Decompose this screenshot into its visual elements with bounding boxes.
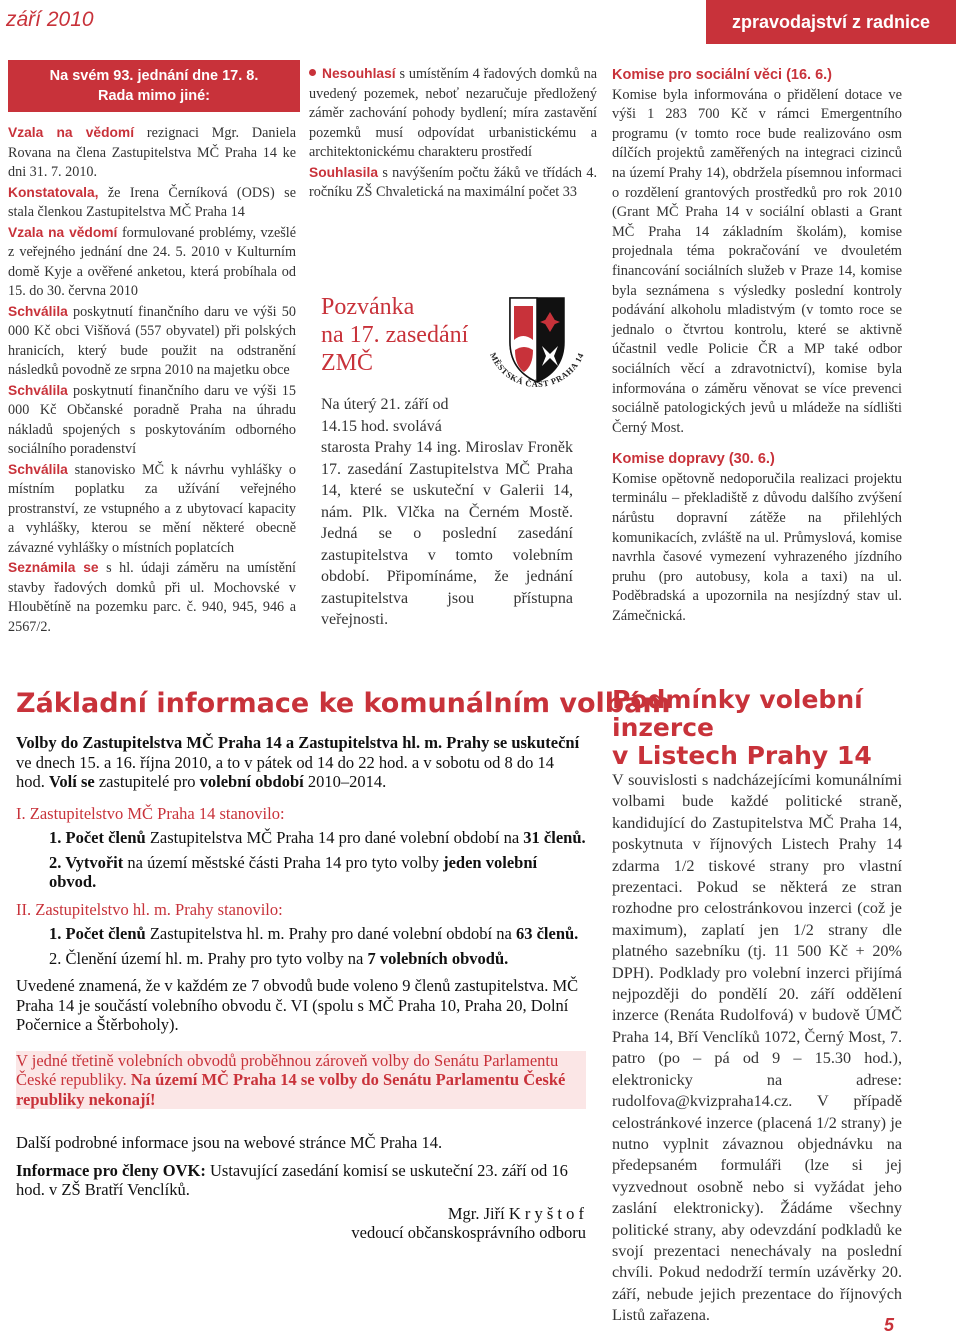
issue-date: září 2010	[6, 8, 94, 31]
election-ads-title: Podmínky volební inzerce v Listech Prahy 14	[612, 685, 872, 770]
page-number: 5	[884, 1315, 895, 1335]
list-item: 1. Počet členů Zastupitelstva MČ Praha 14 pro dané volební období na 31 členů.	[49, 828, 586, 847]
list-item: 2. Vytvořit na území městské části Praha 14 pro tyto volby jeden volební obvod.	[49, 852, 538, 891]
invitation-date: Na úterý 21. září od 14.15 hod. svolává	[321, 396, 449, 435]
commission-text: Komise opětovně nedoporučila realizaci projektu terminálu – překladiště z důvodu dalšího zvýšení nárůstu dopravní zátěže na přilehlých komunikacích, zvláště na ul. Průmyslová, komise navrhla časové vymezení vyhrazeného jízdního pruhu (pro autobusy, kola a taxi) na ul. Poděbradská a upozornila na nesjízdný stav ul. Zámečnická.	[612, 470, 902, 625]
resolution-item: Schválila poskytnutí finančního daru ve výši 50 000 Kč obci Višňová (557 obyvatel) při polských hranicích, který bude použit na odstranění následků povodně ze srpna 2010 na majetku obce	[8, 303, 296, 378]
resolution-item: Schválila stanovisko MČ k návrhu vyhlášky o místním poplatku za užívání veřejného prostranství, ze vstupného a z ubytovací kapacity a vyhlášky, kterou se mění některé obecně závazné vyhlášky o místních poplatcích	[8, 461, 296, 556]
senate-notice: V jedné třetině volebních obvodů proběhnou zároveň volby do Senátu Parlamentu České republiky. Na území MČ Praha 14 se volby do Senátu Parlamentu České republiky nekonají!	[16, 1051, 586, 1110]
elections-intro: Volby do Zastupitelstva MČ Praha 14 a Zastupitelstva hl. m. Prahy se uskuteční ve dnech 15. a 16. října 2010, a to v pátek od 14 do 22 hod. a v sobotu od 8 do 14 hod. Volí se zastupitelé pro volební období 2010–2014.	[16, 733, 580, 791]
commission-reports	[612, 66, 902, 627]
elections-title: Základní informace ke komunálním volbám	[16, 688, 671, 719]
resolution-item: Vzala na vědomí formulované problémy, vzešlé z veřejného jednání dne 24. 5. 2010 v Kulturním domě Kyje a ověřené anketou, která probíhala od 15. do 30. června 2010	[8, 224, 297, 299]
resolution-item: Nesouhlasí s umístěním 4 řadových domků na uvedený pozemek, neboť nezaručuje předložený záměr zachování pohody bydlení; míra zastavění pozemků musí odpovídat urbanistickému a architektonickému charakteru prostředí	[309, 66, 597, 160]
resolution-item: Seznámila se s hl. údaji záměru na umístění stavby řadových domků při ul. Mochovské v Hloubětíně na pozemku parc. č. 940, 945, 946 a 2567/2.	[8, 560, 296, 635]
banner-line-1: Na svém 93. jednání dne 17. 8.	[49, 68, 259, 84]
signature-role: vedoucí občanskosprávního odboru	[351, 1223, 586, 1242]
elections-info	[16, 733, 586, 1243]
web-info: Další podrobné informace jsou na webové stránce MČ Praha 14.	[16, 1133, 443, 1152]
election-ads-body: V souvislosti s nadcházejícími komunálními volbami bude každé politické straně, kandidující do Zastupitelstva MČ Praha 14, poskytnuta v říjnových Listech Prahy 14 zdarma 1/2 tiskové strany pro vlastní prezentaci. Pokud se některá ze stran rozhodne pro celostránkovou inzerci (což je maximum), zaplatí jen 1/2 strany dle platného sazebníku (tj. 11 500 Kč + 20% DPH). Podklady pro volební inzerci přijímá nejpozději do pondělí 20. září oddělení inzerce (Renáta Rudolfová) v budově ÚMČ Praha 14, Bří Venclíků 1072, Černý Most, 7. patro (po – pá od 9 – 15.30 hod.), elektronicky na adrese: rudolfova@kvizpraha14.cz. V případě celostránkové inzerce (placená 1/2 strany) je nutno vyplnit závaznou objednávku na předepsaném formuláři (lze si jej vyzvednout osobně nebo si vyžádat jeho zaslání elektronicky). Žádáme všechny politické strany, aby odevzdání podkladů ke svojí prezentaci nenechávaly na poslední chvíli. Pokud nedodrží termín uzávěrky 20. září, nebude jejich prezentace do říjnových Listů zařazena.	[612, 771, 902, 1325]
commission-text: Komise byla informována o přidělení dotace ve výši 1 283 700 Kč v rámci Emergentního programu (v tomto roce bude realizováno osm dílčích projektů zaměřených na integraci cizinců na území Prahy 14), obdržela písemnou informaci o rozdělení grantových prostředků pro rok 2010 (Grant MČ Praha 14 v sociální oblasti a Grant MČ Praha 14 základním školám), komise projednala téma pokračování ve dvouletém financování sociálních služeb v Praze 14, komise byla seznámena s výsledky poslední kontroly podávání alkoholu mladistvým (v tomto roce se jednalo o čtvrtou kontrolu, které se aktivně účastnil vedle Policie ČR a MP také odbor sociálních věcí a zdravotnictví), komise byla informována o záměru věnovat se více prevenci sociálně patologických jevů u mládeže na sídlišti Černý Most.	[612, 86, 902, 436]
council-resolutions-cont	[309, 64, 597, 203]
resolution-item: Konstatovala, že Irena Černíková (ODS) se stala členkou Zastupitelstva MČ Praha 14	[8, 184, 296, 220]
svg-text:MĚSTSKÁ ČÁST PRAHA 14: MĚSTSKÁ ČÁST PRAHA 14	[488, 350, 586, 390]
council-resolutions	[8, 123, 296, 637]
commission-heading: Komise dopravy (30. 6.)	[612, 451, 775, 468]
resolution-item: Souhlasila s navýšením počtu žáků ve třídách 4. ročníku ZŠ Chvaletická na maximální počet 33	[309, 164, 597, 200]
resolution-item: Vzala na vědomí rezignaci Mgr. Daniela Rovana na člena Zastupitelstva MČ Praha 14 ke dni 31. 7. 2010.	[8, 125, 297, 180]
banner-line-2: Rada mimo jiné:	[98, 88, 210, 104]
elections-summary: Uvedené znamená, že v každém ze 7 obvodů bude voleno 9 členů zastupitelstva. MČ Praha 14 je součástí volebního obvodu č. VI (spolu s MČ Praha 10, Praha 20, Dolní Počernice a Štěrboholy).	[16, 976, 579, 1034]
signature-name: Mgr. Jiří K r y š t o f	[447, 1203, 584, 1223]
ovk-info: Informace pro členy OVK: Ustavující zasedání komisí se uskuteční 23. září od 16 hod. v ZŠ Bratří Venclíků.	[16, 1160, 568, 1199]
commission-heading: Komise pro sociální věci (16. 6.)	[612, 67, 832, 83]
bullet-icon	[309, 69, 316, 76]
council-meeting-banner	[8, 60, 300, 112]
list-item: 1. Počet členů Zastupitelstva hl. m. Prahy pro dané volební období na 63 členů.	[49, 924, 579, 943]
invitation-body	[321, 394, 573, 631]
section-heading: I. Zastupitelstvo MČ Praha 14 stanovilo:	[16, 803, 285, 823]
invitation-title: Pozvánka na 17. zasedání ZMČ	[321, 294, 469, 376]
invitation-text: starosta Prahy 14 ing. Miroslav Froněk 17. zasedání Zastupitelstva MČ Praha 14, které se uskuteční v Galerii 14, nám. Plk. Vlčka na Černém Mostě. Jedná se o poslední zasedání zastupitelstva v tomto volebním období. Připomínáme, že jednání zastupitelstva jsou přístupna veřejnosti.	[321, 439, 573, 628]
section-banner: zpravodajství z radnice	[706, 0, 956, 44]
list-item: 2. Členění území hl. m. Prahy pro tyto volby na 7 volebních obvodů.	[49, 948, 509, 968]
section-heading: II. Zastupitelstvo hl. m. Prahy stanovilo:	[16, 899, 283, 919]
resolution-item: Schválila poskytnutí finančního daru ve výši 15 000 Kč Občanské poradně Praha na úhradu nákladů spojených s poskytováním odborného sociálního poradenství	[8, 382, 296, 457]
